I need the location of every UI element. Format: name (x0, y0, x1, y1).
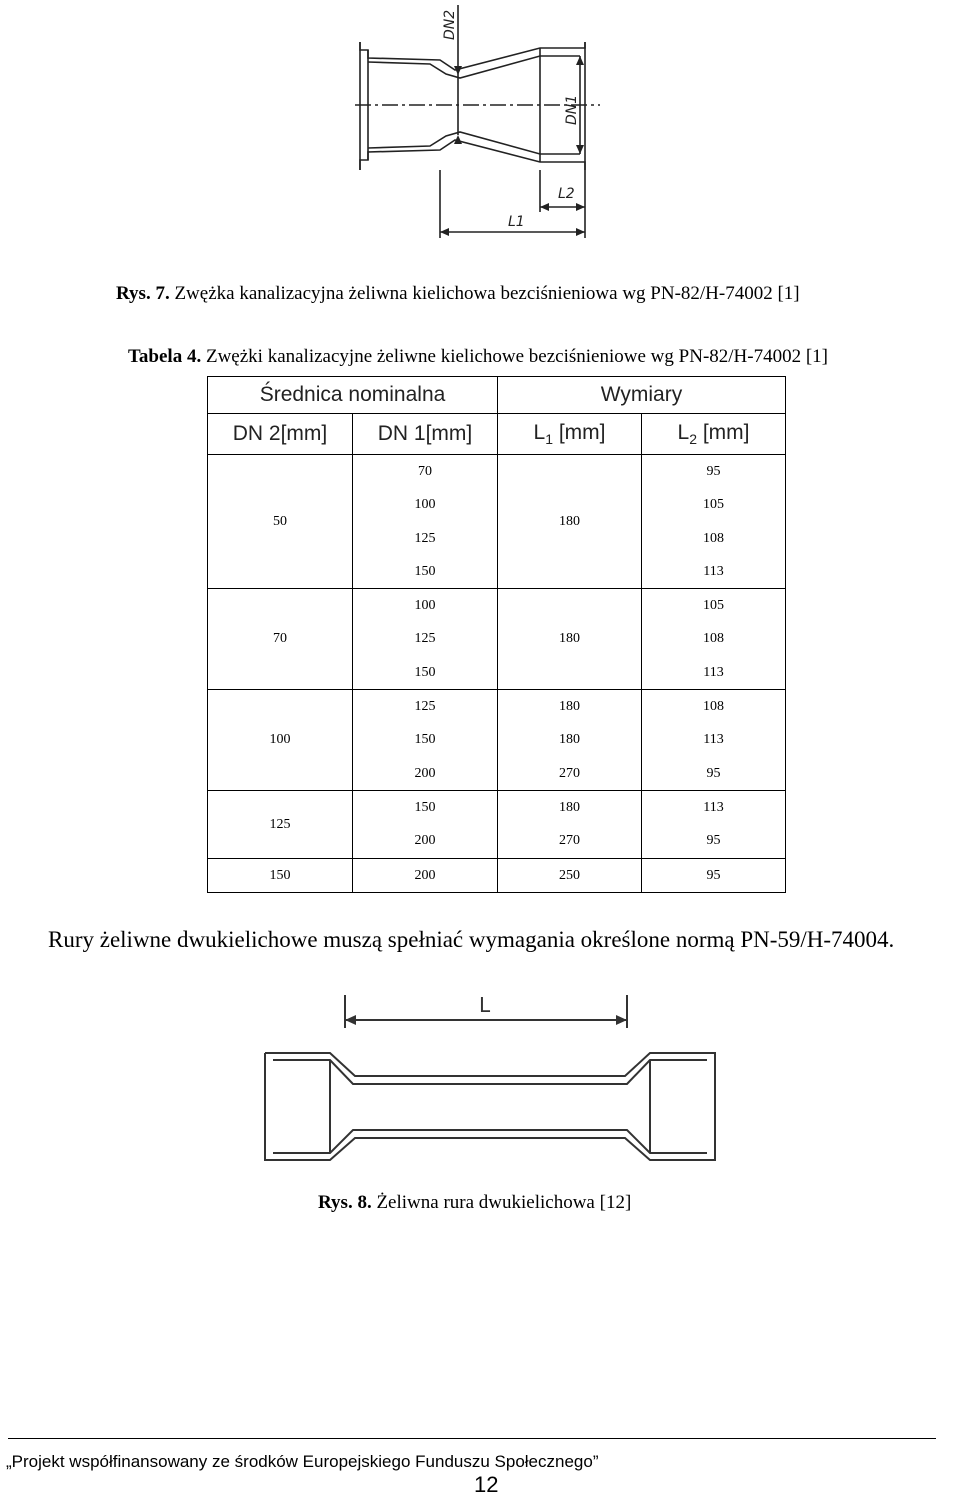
table-cell: 200 (414, 833, 436, 849)
header-nominal-diameter: Średnica nominalna (208, 377, 498, 414)
dn2-column (208, 455, 352, 892)
l2-label: L2 (558, 186, 575, 202)
table-cell: 125 (414, 530, 436, 546)
table-group (498, 690, 641, 791)
page-number: 12 (474, 1472, 499, 1497)
table-group (498, 455, 641, 589)
table-cell: 180 (559, 699, 580, 715)
footer-rule (8, 1438, 936, 1439)
table-group (642, 791, 785, 859)
table-cell: 125 (414, 631, 436, 647)
table-cell: 100 (269, 732, 291, 748)
table-group (498, 791, 641, 859)
table-cell: 95 (706, 867, 721, 883)
table-cell: 113 (703, 563, 724, 579)
table-group (208, 690, 352, 791)
table-cell: 150 (414, 563, 436, 579)
table-cell: 70 (273, 631, 287, 647)
table-cell: 100 (414, 497, 436, 513)
table-cell: 95 (706, 464, 721, 479)
l1-label: L1 (508, 214, 525, 230)
table-group (208, 791, 352, 859)
table-group (208, 455, 352, 589)
table-cell: 150 (414, 664, 436, 680)
table-cell: 200 (414, 867, 436, 883)
table-group (642, 589, 785, 690)
table-cell: 150 (269, 867, 291, 883)
table-caption-text: Zwężki kanalizacyjne żeliwne kielichowe bezciśnieniowe wg PN-82/H-74002 [1] (205, 346, 828, 367)
footer-text: „Projekt współfinansowany ze środków Europejskiego Funduszu Społecznego” (6, 1452, 599, 1471)
table-cell: 108 (703, 699, 724, 715)
table-cell: 108 (703, 530, 724, 546)
table-cell: 180 (559, 513, 580, 529)
table-cell: 270 (559, 833, 580, 849)
table-cell: 150 (414, 732, 436, 748)
table-group (208, 859, 352, 892)
table-cell: 95 (706, 765, 721, 781)
table-cell: 105 (703, 497, 724, 513)
table-group (498, 859, 641, 892)
table-group (208, 589, 352, 690)
table-group (353, 589, 497, 690)
table-cell: 180 (559, 799, 580, 815)
table-number: Tabela 4. (128, 346, 202, 367)
table-cell: 113 (703, 799, 724, 815)
figure-caption-1 (116, 283, 800, 305)
table-group (353, 455, 497, 589)
table-cell: 125 (269, 816, 291, 832)
table-caption (128, 346, 828, 368)
figure-number-2: Rys. 8. (318, 1192, 372, 1213)
table-cell: 70 (418, 464, 432, 479)
figure-number: Rys. 7. (116, 283, 170, 304)
table-cell: 200 (414, 765, 436, 781)
table-cell: 150 (414, 799, 436, 815)
col-dn2: DN 2[mm] (208, 414, 353, 455)
table-group (353, 859, 497, 892)
pipe-drawing (255, 990, 725, 1170)
table-group (642, 859, 785, 892)
table-group (353, 690, 497, 791)
figure-caption-text: Zwężka kanalizacyjna żeliwna kielichowa bezciśnieniowa wg PN-82/H-74002 [1] (174, 283, 800, 304)
l1-column (498, 455, 641, 892)
figure-caption-2 (318, 1192, 631, 1214)
table-cell: 180 (559, 732, 580, 748)
table-group (642, 690, 785, 791)
table-group (642, 455, 785, 589)
dn1-label: DN1 (564, 94, 580, 125)
dn2-label: DN2 (442, 9, 458, 40)
dn1-column (353, 455, 497, 892)
l2-column (642, 455, 785, 892)
table-cell: 100 (414, 598, 436, 614)
table-cell: 180 (559, 631, 580, 647)
figure-caption-text-2: Żeliwna rura dwukielichowa [12] (376, 1192, 632, 1213)
col-l2: $L_2$ [mm] (642, 414, 786, 455)
header-dimensions: Wymiary (498, 377, 786, 414)
table-group (353, 791, 497, 859)
table-cell: 113 (703, 664, 724, 680)
table-cell: 270 (559, 765, 580, 781)
table-cell: 250 (559, 867, 580, 883)
table-cell: 108 (703, 631, 724, 647)
table-cell: 95 (706, 833, 721, 849)
paragraph: Rury żeliwne dwukielichowe muszą spełniać wymagania określone normą PN-59/H-74004. (48, 927, 895, 952)
col-l1: $L_1$ [mm] (498, 414, 642, 455)
reducer-table (207, 376, 786, 893)
table-cell: 125 (414, 699, 436, 715)
table-group (498, 589, 641, 690)
reducer-drawing (350, 0, 620, 245)
length-label: L (479, 993, 491, 1017)
col-dn1: DN 1[mm] (353, 414, 498, 455)
table-cell: 113 (703, 732, 724, 748)
table-cell: 50 (273, 513, 287, 529)
table-cell: 105 (703, 598, 724, 614)
